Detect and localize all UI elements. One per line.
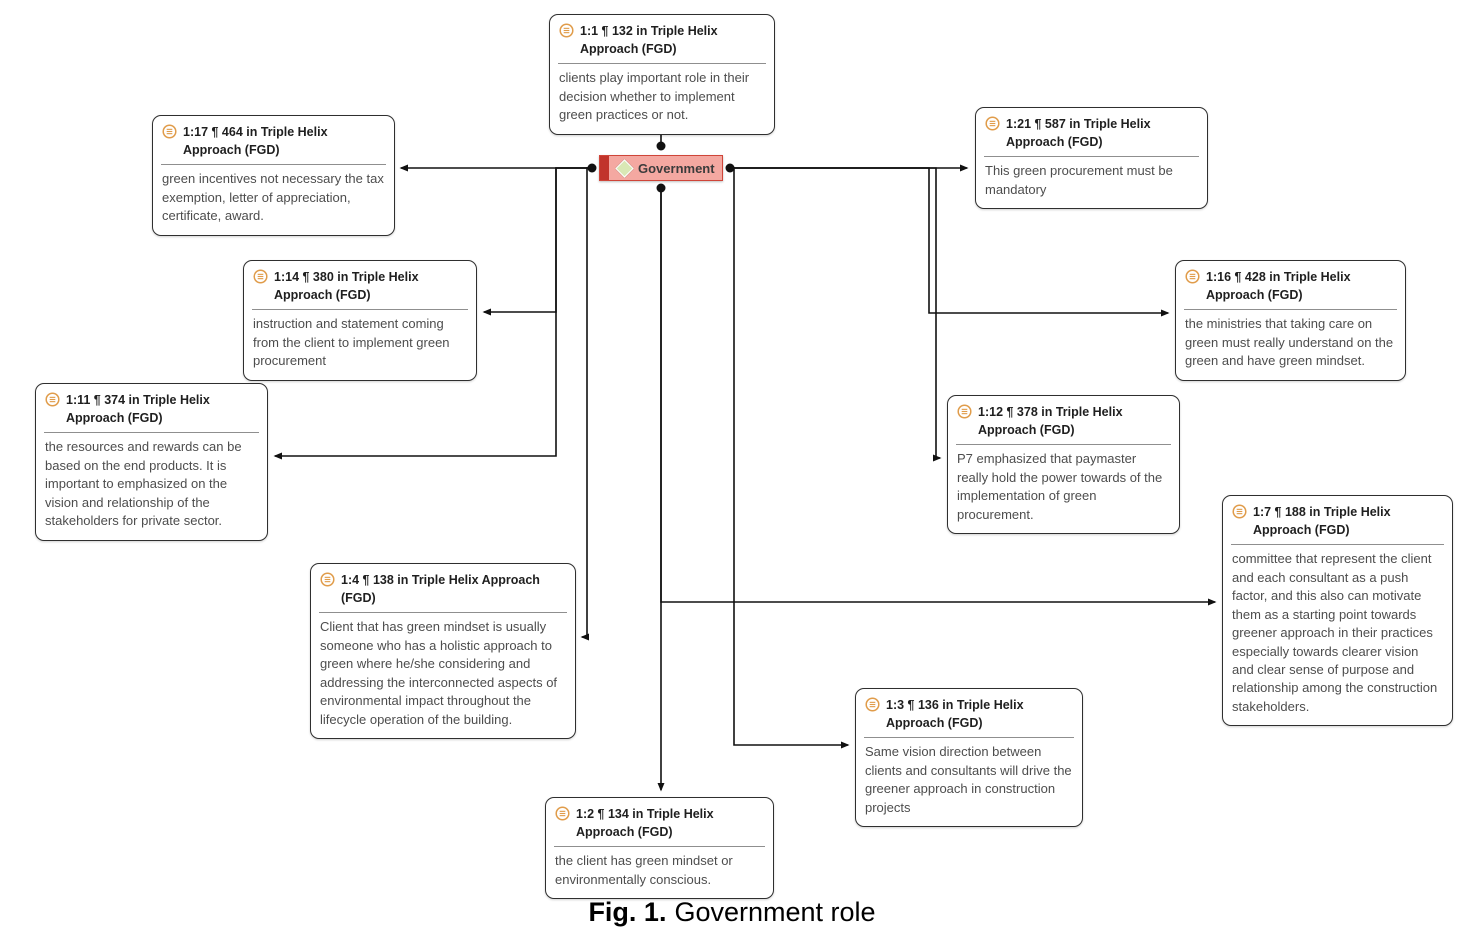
quotation-text: P7 emphasized that paymaster really hold the power towards of the implementation of green procurement. bbox=[957, 451, 1163, 522]
quotation-box-1-12[interactable] bbox=[947, 395, 1180, 534]
quotation-box-1-16[interactable] bbox=[1175, 260, 1406, 381]
quotation-text: the ministries that taking care on green must really understand on the green and have green mindset. bbox=[1185, 316, 1394, 369]
quotation-title: 1:7 ¶ 188 in Triple Helix Approach (FGD) bbox=[1253, 505, 1391, 538]
quotation-title: 1:4 ¶ 138 in Triple Helix Approach (FGD) bbox=[341, 573, 540, 606]
connection-handle-left[interactable] bbox=[588, 164, 597, 173]
quotation-title: 1:3 ¶ 136 in Triple Helix Approach (FGD) bbox=[886, 698, 1024, 731]
quotation-title: 1:2 ¶ 134 in Triple Helix Approach (FGD) bbox=[576, 807, 714, 840]
quotation-title: 1:16 ¶ 428 in Triple Helix Approach (FGD) bbox=[1206, 270, 1351, 303]
quotation-title: 1:1 ¶ 132 in Triple Helix Approach (FGD) bbox=[580, 24, 718, 57]
figure-caption bbox=[0, 896, 1464, 928]
connection-handle-bottom[interactable] bbox=[657, 184, 666, 193]
quotation-text: the client has green mindset or environmentally conscious. bbox=[555, 853, 733, 887]
figure-caption-text: Government role bbox=[674, 897, 876, 927]
quotation-box-1-2[interactable] bbox=[545, 797, 774, 899]
edge-government-to-1-14 bbox=[484, 168, 592, 312]
quotation-title: 1:21 ¶ 587 in Triple Helix Approach (FGD) bbox=[1006, 117, 1151, 150]
quotation-title: 1:12 ¶ 378 in Triple Helix Approach (FGD) bbox=[978, 405, 1123, 438]
quotation-title: 1:14 ¶ 380 in Triple Helix Approach (FGD) bbox=[274, 270, 419, 303]
quotation-icon bbox=[253, 269, 268, 284]
node-color-bar bbox=[600, 156, 609, 180]
quotation-box-1-21[interactable] bbox=[975, 107, 1208, 209]
quotation-text: the resources and rewards can be based on the end products. It is important to emphasized on the vision and relationship of the stakeholders for private sector. bbox=[45, 439, 242, 529]
quotation-title: 1:17 ¶ 464 in Triple Helix Approach (FGD) bbox=[183, 125, 328, 158]
edge-government-to-1-4 bbox=[582, 168, 592, 637]
quotation-text: Client that has green mindset is usually someone who has a holistic approach to green where he/she considering and addressing the interconnected aspects of environmental impact throughout the lifecycle operation of the building. bbox=[320, 619, 558, 727]
quotation-icon bbox=[985, 116, 1000, 131]
quotation-box-1-1[interactable] bbox=[549, 14, 775, 135]
quotation-text: instruction and statement coming from the client to implement green procurement bbox=[253, 316, 450, 369]
quotation-text: clients play important role in their decision whether to implement green practices or not. bbox=[559, 70, 750, 123]
node-label: Government bbox=[638, 160, 715, 176]
quotation-icon bbox=[320, 572, 335, 587]
quotation-icon bbox=[555, 806, 570, 821]
quotation-icon bbox=[1185, 269, 1200, 284]
code-diamond-icon bbox=[615, 159, 633, 177]
quotation-text: Same vision direction between clients and consultants will drive the greener approach in construction projects bbox=[865, 744, 1072, 815]
quotation-text: This green procurement must be mandatory bbox=[985, 163, 1173, 197]
quotation-icon bbox=[957, 404, 972, 419]
quotation-box-1-7[interactable] bbox=[1222, 495, 1453, 726]
quotation-box-1-14[interactable] bbox=[243, 260, 477, 381]
quotation-box-1-17[interactable] bbox=[152, 115, 395, 236]
quotation-title: 1:11 ¶ 374 in Triple Helix Approach (FGD) bbox=[66, 393, 210, 426]
edge-government-to-1-12 bbox=[730, 168, 940, 458]
connection-handle-right[interactable] bbox=[726, 164, 735, 173]
quotation-text: committee that represent the client and each consultant as a push factor, and this also can motivate them as a starting point towards greener approach in their practices especially towards clearer vision and clear sense of purpose and relationship among the construction stakeholders. bbox=[1232, 551, 1438, 714]
quotation-icon bbox=[559, 23, 574, 38]
figure-caption-label: Fig. 1. bbox=[588, 897, 667, 927]
connection-handle-top[interactable] bbox=[657, 142, 666, 151]
quotation-box-1-3[interactable] bbox=[855, 688, 1083, 827]
quotation-icon bbox=[45, 392, 60, 407]
edge-government-to-1-3 bbox=[730, 168, 848, 745]
quotation-icon bbox=[162, 124, 177, 139]
quotation-icon bbox=[865, 697, 880, 712]
quotation-icon bbox=[1232, 504, 1247, 519]
quotation-box-1-4[interactable] bbox=[310, 563, 576, 739]
government-code-node[interactable] bbox=[599, 155, 723, 181]
quotation-text: green incentives not necessary the tax exemption, letter of appreciation, certificate, award. bbox=[162, 171, 384, 224]
quotation-box-1-11[interactable] bbox=[35, 383, 268, 541]
